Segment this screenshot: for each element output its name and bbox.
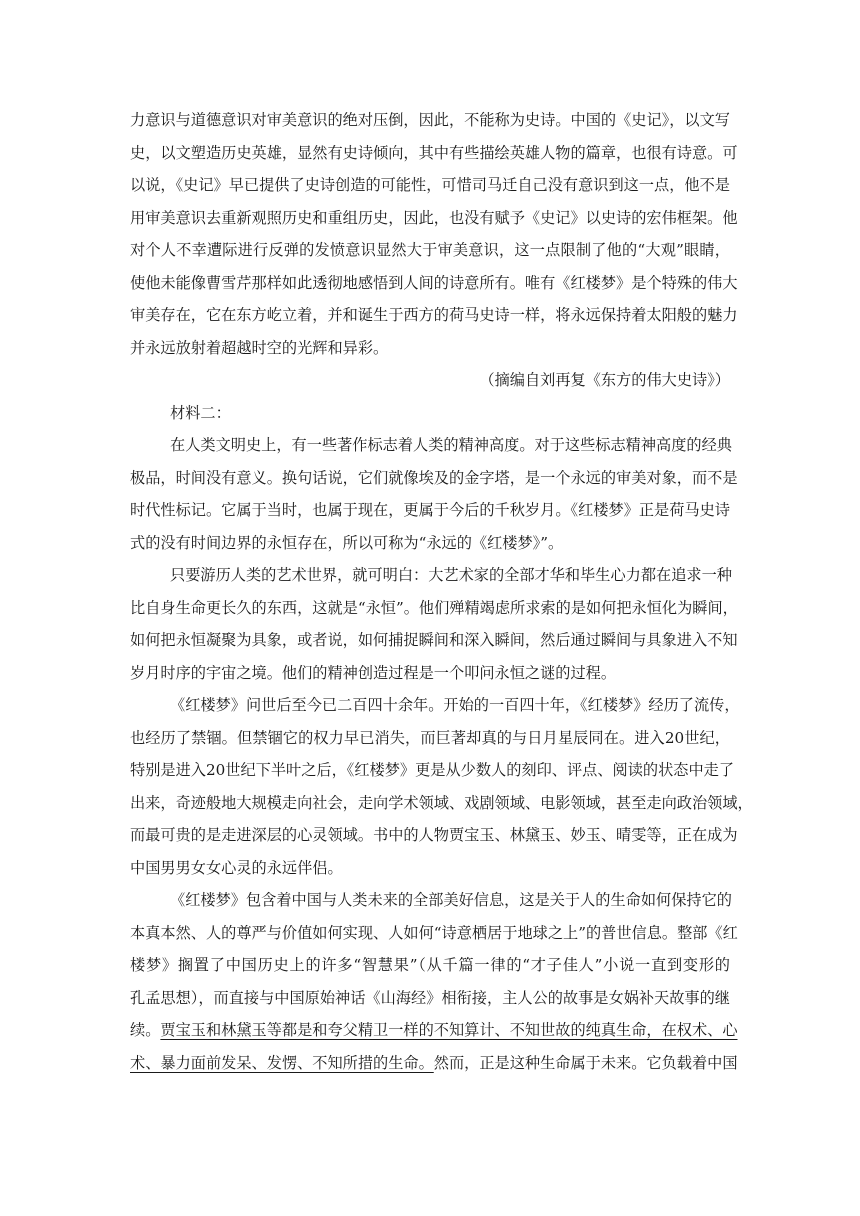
text-line: 极品，时间没有意义。换句话说，它们就像埃及的金字塔，是一个永远的审美对象，而不是 xyxy=(130,468,738,487)
text-line: 出来，奇迹般地大规模走向社会，走向学术领域、戏剧领域、电影领域，甚至走向政治领域， xyxy=(130,793,753,812)
text-line: 用审美意识去重新观照历史和重组历史，因此，也没有赋予《史记》以史诗的宏伟框架。他 xyxy=(130,208,738,227)
paragraph-3 xyxy=(130,559,738,689)
source-note: （摘编自刘再复《东方的伟大史诗》） xyxy=(479,371,730,389)
text-line: 孔孟思想），而直接与中国原始神话《山海经》相衔接，主人公的故事是女娲补天故事的继 xyxy=(130,988,730,1007)
text-line: 特别是进入20世纪下半叶之后，《红楼梦》更是从少数人的刻印、评点、阅读的状态中走了 xyxy=(130,761,735,779)
text-line: 在人类文明史上，有一些著作标志着人类的精神高度。对于这些标志精神高度的经典 xyxy=(170,436,732,454)
text-line: 《红楼梦》问世后至今已二百四十余年。开始的一百四十年，《红楼梦》经历了流传， xyxy=(170,696,740,714)
text-line: 审美存在，它在东方屹立着，并和诞生于西方的荷马史诗一样，将永远保持着太阳般的魅力 xyxy=(130,306,738,324)
text-line: 以说，《史记》早已提供了史诗创造的可能性，可惜司马迁自己没有意识到这一点，他不是 xyxy=(130,176,730,194)
text-line: 本真本然、人的尊严与价值如何实现、人如何“诗意栖居于地球之上”的普世信息。整部《红 xyxy=(130,923,738,942)
text-line: 中国男男女女心灵的永远伴侣。 xyxy=(130,858,343,877)
document-page xyxy=(130,104,753,1079)
paragraph-1 xyxy=(130,104,738,364)
text-line: 力意识与道德意识对审美意识的绝对压倒，因此，不能称为史诗。中国的《史记》，以文写 xyxy=(130,111,730,129)
text-line: 如何把永恒凝聚为具象，或者说，如何捕捉瞬间和深入瞬间，然后通过瞬间与具象进入不知 xyxy=(130,631,738,649)
text-line: 并永远放射着超越时空的光辉和异彩。 xyxy=(130,338,389,357)
text-line: 史，以文塑造历史英雄，显然有史诗倾向，其中有些描绘英雄人物的篇章，也很有诗意。可 xyxy=(130,143,738,162)
text-line: 时代性标记。它属于当时，也属于现在，更属于今后的千秋岁月。《红楼梦》正是荷马史诗 xyxy=(130,501,730,519)
paragraph-2 xyxy=(130,429,738,559)
text-line: 式的没有时间边界的永恒存在，所以可称为“永远的《红楼梦》”。 xyxy=(130,533,564,552)
text-line: 使他未能像曹雪芹那样如此透彻地感悟到人间的诗意所有。唯有《红楼梦》是个特殊的伟大 xyxy=(130,273,738,292)
text-line: 楼梦》搁置了中国历史上的许多“智慧果”（从千篇一律的“才子佳人”小说一直到变形的 xyxy=(130,956,730,974)
text-line: 而最可贵的是走进深层的心灵领域。书中的人物贾宝玉、林黛玉、妙玉、晴雯等，正在成为 xyxy=(130,826,738,844)
text-line: 只要游历人类的艺术世界，就可明白：大艺术家的全部才华和毕生心力都在追求一种 xyxy=(170,566,732,584)
material-2-label: 材料二： xyxy=(170,403,231,422)
text-line: 比自身生命更长久的东西，这就是“永恒”。他们殚精竭虑所求索的是如何把永恒化为瞬间， xyxy=(130,598,738,617)
paragraph-4 xyxy=(130,689,753,884)
text-segment: 续。 xyxy=(130,1021,161,1039)
text-line xyxy=(130,1014,738,1047)
paragraph-5 xyxy=(130,884,738,1079)
text-segment: 然而，正是这种生命属于未来。它负载着中国 xyxy=(433,1053,738,1072)
underlined-sentence: 术、暴力面前发呆、发愣、不知所措的生命。 xyxy=(130,1053,434,1072)
text-line: 对个人不幸遭际进行反弹的发愤意识显然大于审美意识，这一点限制了他的“大观”眼睛， xyxy=(130,241,730,259)
text-line: 岁月时序的宇宙之境。他们的精神创造过程是一个叩问永恒之谜的过程。 xyxy=(130,663,616,682)
text-line: 《红楼梦》包含着中国与人类未来的全部美好信息，这是关于人的生命如何保持它的 xyxy=(170,891,732,909)
text-line: 也经历了禁锢。但禁锢它的权力早已消失，而巨著却真的与日月星辰同在。进入20世纪， xyxy=(130,728,730,747)
text-line xyxy=(130,1047,738,1080)
underlined-sentence: 贾宝玉和林黛玉等都是和夸父精卫一样的不知算计、不知世故的纯真生命，在权术、心 xyxy=(160,1021,738,1039)
